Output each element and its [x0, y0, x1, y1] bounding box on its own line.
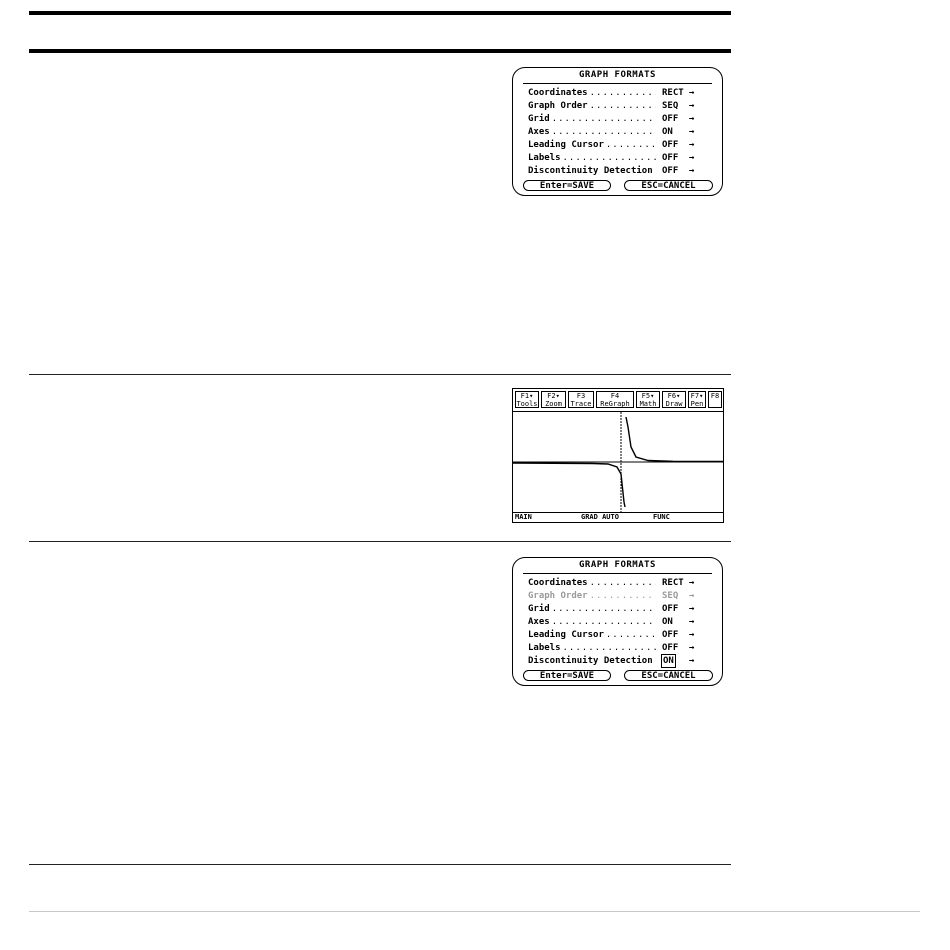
- status-bar: [513, 512, 723, 522]
- setting-label: Leading Cursor: [528, 140, 604, 150]
- arrow-right-icon: →: [689, 153, 695, 163]
- draw-menu-button[interactable]: F6▾ Draw: [662, 391, 686, 408]
- setting-value: ON: [662, 127, 673, 137]
- arrow-right-icon: →: [689, 604, 695, 614]
- setting-value: OFF: [662, 114, 679, 124]
- axes-setting[interactable]: [528, 616, 700, 628]
- arrow-right-icon: →: [689, 101, 695, 111]
- arrow-right-icon: →: [689, 127, 695, 137]
- setting-value: RECT: [662, 578, 684, 588]
- dialog-title: GRAPH FORMATS: [579, 560, 656, 570]
- setting-label: Axes: [528, 617, 550, 627]
- grid-setting[interactable]: [528, 113, 700, 125]
- title-divider: [523, 83, 712, 84]
- arrow-right-icon: →: [689, 166, 695, 176]
- coordinates-setting[interactable]: [528, 87, 700, 99]
- setting-label: Graph Order: [528, 591, 588, 601]
- arrow-right-icon: →: [689, 591, 695, 601]
- pen-menu-button[interactable]: F7▾ Pen: [688, 391, 706, 408]
- setting-value: OFF: [662, 166, 679, 176]
- setting-label: Coordinates: [528, 88, 588, 98]
- top-rule: [29, 11, 731, 15]
- discontinuity-detection-setting[interactable]: [528, 165, 700, 177]
- divider: [29, 541, 731, 542]
- setting-label: Coordinates: [528, 578, 588, 588]
- setting-label: Graph Order: [528, 101, 588, 111]
- divider: [29, 864, 731, 865]
- setting-label: Labels: [528, 153, 561, 163]
- regraph-button[interactable]: F4 ReGraph: [596, 391, 634, 408]
- setting-value: OFF: [662, 153, 679, 163]
- function-key-toolbar: [513, 389, 723, 412]
- arrow-right-icon: →: [689, 630, 695, 640]
- save-button[interactable]: Enter=SAVE: [523, 180, 611, 191]
- cancel-button[interactable]: ESC=CANCEL: [624, 180, 713, 191]
- zoom-menu-button[interactable]: F2▾ Zoom: [541, 391, 566, 408]
- divider: [29, 374, 731, 375]
- title-divider: [523, 573, 712, 574]
- setting-value: SEQ: [662, 101, 679, 111]
- setting-label: Discontinuity Detection: [528, 656, 653, 666]
- cancel-button[interactable]: ESC=CANCEL: [624, 670, 713, 681]
- arrow-right-icon: →: [689, 88, 695, 98]
- labels-setting[interactable]: [528, 152, 700, 164]
- graph-order-setting[interactable]: [528, 100, 700, 112]
- setting-value: OFF: [662, 604, 679, 614]
- graph-screen: [512, 388, 724, 523]
- function-curve-right: [626, 417, 723, 462]
- arrow-right-icon: →: [689, 643, 695, 653]
- setting-value-selected[interactable]: ON: [663, 656, 674, 666]
- math-menu-button[interactable]: F5▾ Math: [636, 391, 660, 408]
- setting-label: Leading Cursor: [528, 630, 604, 640]
- status-angle: GRAD AUTO: [581, 513, 619, 521]
- trace-button[interactable]: F3 Trace: [568, 391, 594, 408]
- footer-rule: [29, 911, 920, 912]
- setting-value: OFF: [662, 643, 679, 653]
- discontinuity-detection-setting[interactable]: [528, 655, 700, 667]
- tools-menu-button[interactable]: F1▾ Tools: [516, 392, 538, 408]
- setting-value: ON: [662, 617, 673, 627]
- dialog-title: GRAPH FORMATS: [579, 70, 656, 80]
- setting-label: Axes: [528, 127, 550, 137]
- labels-setting[interactable]: [528, 642, 700, 654]
- leading-cursor-setting[interactable]: [528, 629, 700, 641]
- save-button[interactable]: Enter=SAVE: [523, 670, 611, 681]
- graph-plot: [513, 412, 723, 512]
- arrow-right-icon: →: [689, 617, 695, 627]
- f8-button[interactable]: F8: [708, 391, 722, 408]
- grid-setting[interactable]: [528, 603, 700, 615]
- graph-formats-dialog: [512, 67, 723, 196]
- setting-label: Grid: [528, 114, 550, 124]
- setting-label: Discontinuity Detection: [528, 166, 653, 176]
- setting-label: Grid: [528, 604, 550, 614]
- arrow-right-icon: →: [689, 140, 695, 150]
- setting-value: SEQ: [662, 591, 679, 601]
- setting-value: OFF: [662, 140, 679, 150]
- arrow-right-icon: →: [689, 114, 695, 124]
- status-mode: MAIN: [515, 513, 532, 521]
- function-curve-left: [513, 463, 625, 507]
- coordinates-setting[interactable]: [528, 577, 700, 589]
- setting-value: OFF: [662, 630, 679, 640]
- graph-formats-dialog: [512, 557, 723, 686]
- arrow-right-icon: →: [689, 656, 695, 666]
- arrow-right-icon: →: [689, 578, 695, 588]
- setting-value: RECT: [662, 88, 684, 98]
- status-graph-mode: FUNC: [653, 513, 670, 521]
- graph-order-setting: [528, 590, 700, 602]
- axes-setting[interactable]: [528, 126, 700, 138]
- leading-cursor-setting[interactable]: [528, 139, 700, 151]
- header-rule: [29, 49, 731, 53]
- setting-label: Labels: [528, 643, 561, 653]
